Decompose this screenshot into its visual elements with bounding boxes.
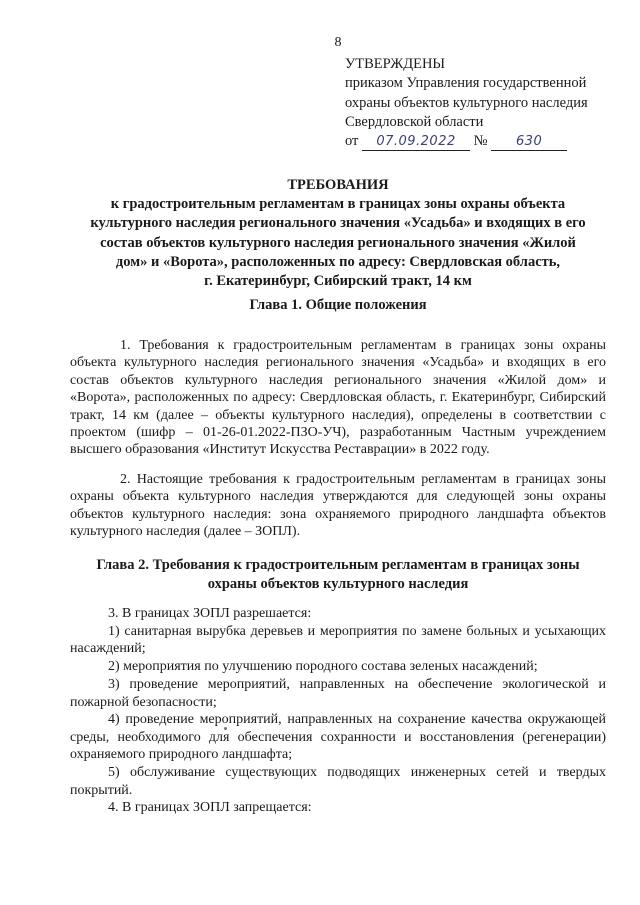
approval-line: Свердловской области <box>345 113 484 130</box>
list-item: 4. В границах ЗОПЛ запрещается: <box>108 800 312 816</box>
title-heading: ТРЕБОВАНИЯ <box>287 177 389 193</box>
list-item: 3. В границах ЗОПЛ разрешается: <box>108 606 312 621</box>
number-label: № <box>473 133 488 150</box>
handwritten-date: 07.09.2022 <box>376 134 456 150</box>
stray-dot <box>224 727 227 730</box>
chapter-2-heading <box>60 556 616 594</box>
approval-line: охраны объектов культурного наследия <box>345 94 588 111</box>
list-item: 4) проведение мероприятий, направленных на сохранение качества окружающей среды, необходимого для обеспечения сохранности и восстановления (регенерации) охраняемого природного ландшафта; <box>70 712 606 763</box>
list-item: 3) проведение мероприятий, направленных на обеспечение экологической и пожарной безопасности; <box>70 677 606 710</box>
title-line: состав объектов культурного наследия регионального значения «Жилой <box>100 234 576 251</box>
approval-date-line <box>345 132 615 151</box>
chapter-2-line: охраны объектов культурного наследия <box>207 576 469 593</box>
title-line: г. Екатеринбург, Сибирский тракт, 14 км <box>204 273 472 290</box>
list-item: 5) обслуживание существующих подводящих инженерных сетей и твердых покрытий. <box>70 765 606 798</box>
approval-stamp <box>345 55 615 151</box>
number-field <box>491 134 567 151</box>
requirements-list <box>70 605 606 817</box>
date-field <box>362 134 470 151</box>
title-line: к градостроительным регламентам в границах зоны охраны объекта <box>110 196 566 213</box>
title-line: дом» и «Ворота», расположенных по адресу: Свердловская область, <box>115 253 561 270</box>
document-title <box>60 176 616 291</box>
list-item: 1) санитарная вырубка деревьев и мероприятия по замене больных и усыхающих насаждений; <box>70 623 606 657</box>
paragraph-text: 2. Настоящие требования к градостроительным регламентам в границах зоны охраны объекта культурного наследия утверждаются для следующей зоны охраны объектов культурного наследия: зона охраняемого природного ландшафта объектов культурного наследия (далее – ЗОПЛ). <box>70 472 606 540</box>
chapter-1-heading: Глава 1. Общие положения <box>249 297 427 313</box>
list-item: 2) мероприятия по улучшению породного состава зеленых насаждений; <box>108 659 538 675</box>
page-number: 8 <box>334 35 342 50</box>
paragraph-1 <box>70 337 606 459</box>
from-label: от <box>345 133 359 150</box>
paragraph-2 <box>70 471 606 541</box>
paragraph-text: 1. Требования к градостроительным регламентам в границах зоны охраны объекта культурного наследия регионального значения «Усадьба» и входящих в его состав объектов культурного наследия регионального значения «Жилой дом» и «Ворота», расположенных по адресу: Свердловская область, г. Екатеринбург, Сибирский тракт, 14 км (далее – объекты культурного наследия), определены в соответствии с проектом (шифр – 01-26-01.2022-ПЗО-УЧ), разработанным Частным учреждением высшего образования «Институт Искусства Реставрации» в 2022 году. <box>70 338 606 458</box>
chapter-2-line: Глава 2. Требования к градостроительным регламентам в границах зоны <box>96 557 580 573</box>
approval-line: приказом Управления государственной <box>345 75 587 92</box>
handwritten-number: 630 <box>515 134 543 150</box>
approval-heading: УТВЕРЖДЕНЫ <box>345 56 446 72</box>
title-line: культурного наследия регионального значения «Усадьба» и входящих в его <box>90 215 586 232</box>
